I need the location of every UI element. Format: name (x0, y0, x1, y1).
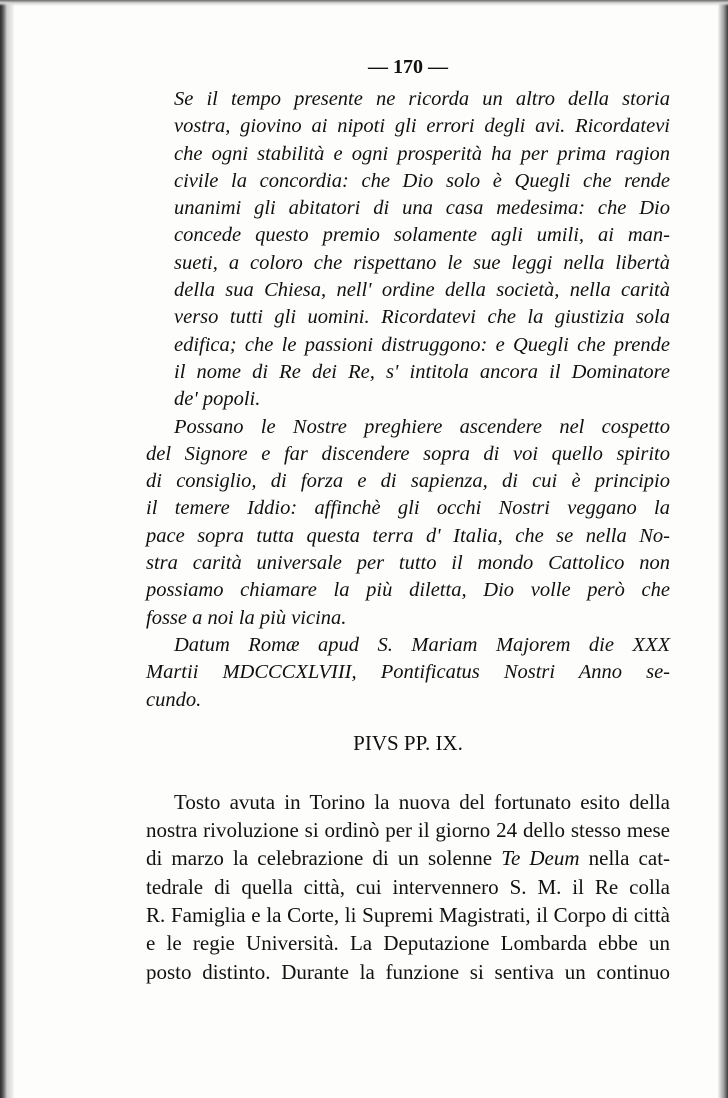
text-line: sueti, a coloro che rispettano le sue leggi nella libertà (174, 251, 670, 274)
text-line: pace sopra tutta questa terra d' Italia, che se nella No- (146, 524, 670, 547)
papal-letter-text (146, 86, 670, 714)
text-line: il nome di Re dei Re, s' intitola ancora il Dominatore (174, 360, 670, 383)
text-segment: di marzo la celebrazione di un solenne (146, 846, 493, 871)
text-line: edifica; che le passioni distruggono: e Quegli che prende (174, 333, 670, 356)
text-line: nostra rivoluzione si ordinò per il giorno 24 dello stesso mese (146, 818, 670, 843)
text-line: unanimi gli abitatori di una casa medesima: che Dio (174, 197, 670, 220)
text-line: civile la concordia: che Dio solo è Quegli che rende (174, 169, 670, 192)
text-line: stra carità universale per tutto il mondo Cattolico non (146, 552, 670, 575)
text-line: il temere Iddio: affinchè gli occhi Nostri veggano la (146, 497, 670, 520)
letter-paragraph-1 (146, 86, 670, 414)
text-line: de' popoli. (174, 388, 261, 411)
narrative-paragraph (146, 788, 670, 986)
text-line: posto distinto. Durante la funzione si sentiva un continuo (146, 959, 670, 984)
book-binding-shadow-left (0, 0, 14, 1098)
text-line: Datum Romæ apud S. Mariam Majorem die XXX (174, 633, 670, 656)
text-line: fosse a noi la più vicina. (146, 606, 347, 629)
text-segment: nella cat- (588, 846, 671, 871)
text-line (146, 844, 670, 872)
text-line: R. Famiglia e la Corte, li Supremi Magistrati, il Corpo di città (146, 903, 670, 928)
papal-signature: PIVS PP. IX. (353, 730, 463, 755)
text-line: Possano le Nostre preghiere ascendere nel cospetto (174, 415, 670, 438)
text-line: vostra, giovino ai nipoti gli errori degli avi. Ricordatevi (174, 115, 670, 138)
text-line: Se il tempo presente ne ricorda un altro della storia (174, 88, 670, 110)
book-page (146, 52, 670, 986)
text-line: tedrale di quella città, cui intervennero S. M. il Re colla (146, 874, 670, 899)
text-line: Tosto avuta in Torino la nuova del fortunato esito della (174, 789, 670, 814)
text-line: verso tutti gli uomini. Ricordatevi che la giustizia sola (174, 306, 670, 329)
text-line: possiamo chiamare la più diletta, Dio volle però che (146, 579, 670, 602)
text-line: cundo. (146, 688, 202, 711)
book-binding-shadow-right (718, 0, 728, 1098)
narrative-text (146, 788, 670, 986)
text-line: concede questo premio solamente agli umili, ai man- (174, 224, 670, 247)
text-line: di consiglio, di forza e di sapienza, di cui è principio (146, 470, 670, 493)
text-line: che ogni stabilità e ogni prosperità ha per prima ragion (174, 142, 670, 165)
te-deum-italic: Te Deum (501, 846, 580, 871)
text-line: della sua Chiesa, nell' ordine della società, nella carità (174, 279, 670, 302)
letter-dateline (146, 632, 670, 714)
letter-paragraph-2 (146, 414, 670, 632)
text-line: del Signore e far discendere sopra di voi quello spirito (146, 442, 670, 465)
text-line: e le regie Università. La Deputazione Lombarda ebbe un (146, 931, 670, 956)
text-line: Martii MDCCCXLVIII, Pontificatus Nostri Anno se- (146, 661, 670, 684)
page-number: — 170 — (368, 56, 448, 78)
page-top-edge (0, 0, 728, 6)
